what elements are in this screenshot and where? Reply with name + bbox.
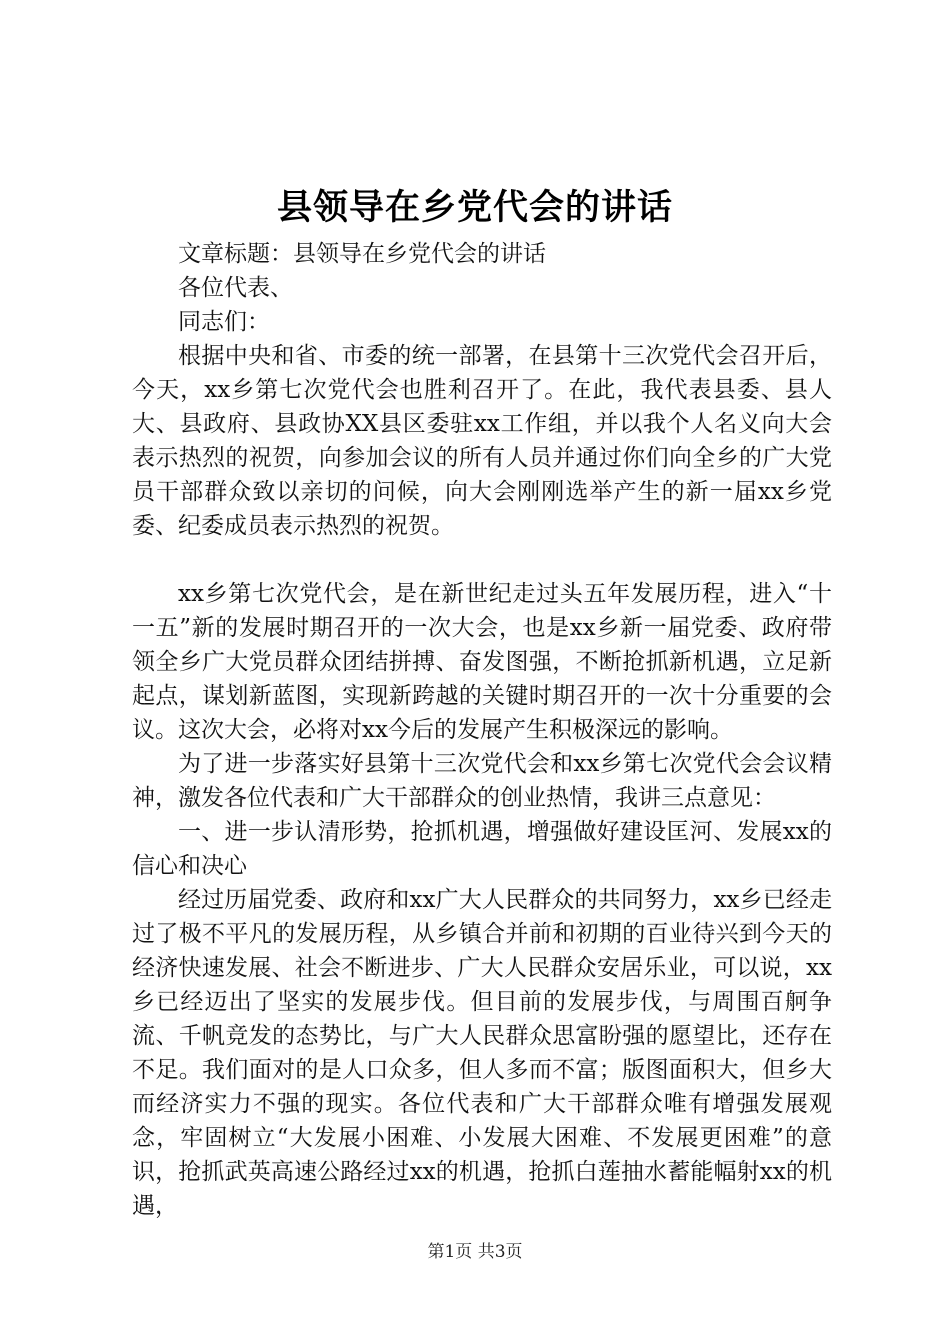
salutation-comrades: 同志们： — [178, 309, 270, 335]
section-heading-one: 一、进一步认清形势，抢抓机遇，增强做好建设匡河、发展xx的信心和决心 — [132, 819, 832, 879]
paragraph-congress-significance: xx乡第七次党代会，是在新世纪走过头五年发展历程，进入“十一五”新的发展时期召开的一次大会，也是xx乡新一届党委、政府带领全乡广大党员群众团结拼搏、奋发图强，不断抢抓新机遇，立足新起点，谋划新蓝图，实现新跨越的关键时期召开的一次十分重要的会议。这次大会，必将对xx今后的发展产生积极深远的影响。 — [132, 581, 832, 743]
paragraph-three-points: 为了进一步落实好县第十三次党代会和xx乡第七次党代会会议精神，激发各位代表和广大干部群众的创业热情，我讲三点意见： — [132, 751, 832, 811]
page-footer: 第1页 共3页 — [427, 1242, 523, 1262]
paragraph-opening: 根据中央和省、市委的统一部署，在县第十三次党代会召开后，今天，xx乡第七次党代会也胜利召开了。在此，我代表县委、县人大、县政府、县政协XX县区委驻xx工作组，并以我个人名义向大会表示热烈的祝贺，向参加会议的所有人员并通过你们向全乡的广大党员干部群众致以亲切的问候，向大会刚刚选举产生的新一届xx乡党委、纪委成员表示热烈的祝贺。 — [132, 343, 832, 539]
document-title: 县领导在乡党代会的讲话 — [276, 187, 673, 228]
salutation-delegates: 各位代表、 — [178, 275, 293, 301]
paragraph-development-history: 经过历届党委、政府和xx广大人民群众的共同努力，xx乡已经走过了极不平凡的发展历程，从乡镇合并前和初期的百业待兴到今天的经济快速发展、社会不断进步、广大人民群众安居乐业，可以说，xx乡已经迈出了坚实的发展步伐。但目前的发展步伐，与周围百舸争流、千帆竞发的态势比，与广大人民群众思富盼强的愿望比，还存在不足。我们面对的是人口众多，但人多而不富；版图面积大，但乡大而经济实力不强的现实。各位代表和广大干部群众唯有增强发展观念，牢固树立“大发展小困难、小发展大困难、不发展更困难”的意识，抢抓武英高速公路经过xx的机遇，抢抓白莲抽水蓄能幅射xx的机遇， — [132, 887, 832, 1219]
article-title-line: 文章标题：县领导在乡党代会的讲话 — [178, 241, 546, 267]
document-body — [132, 237, 832, 1223]
